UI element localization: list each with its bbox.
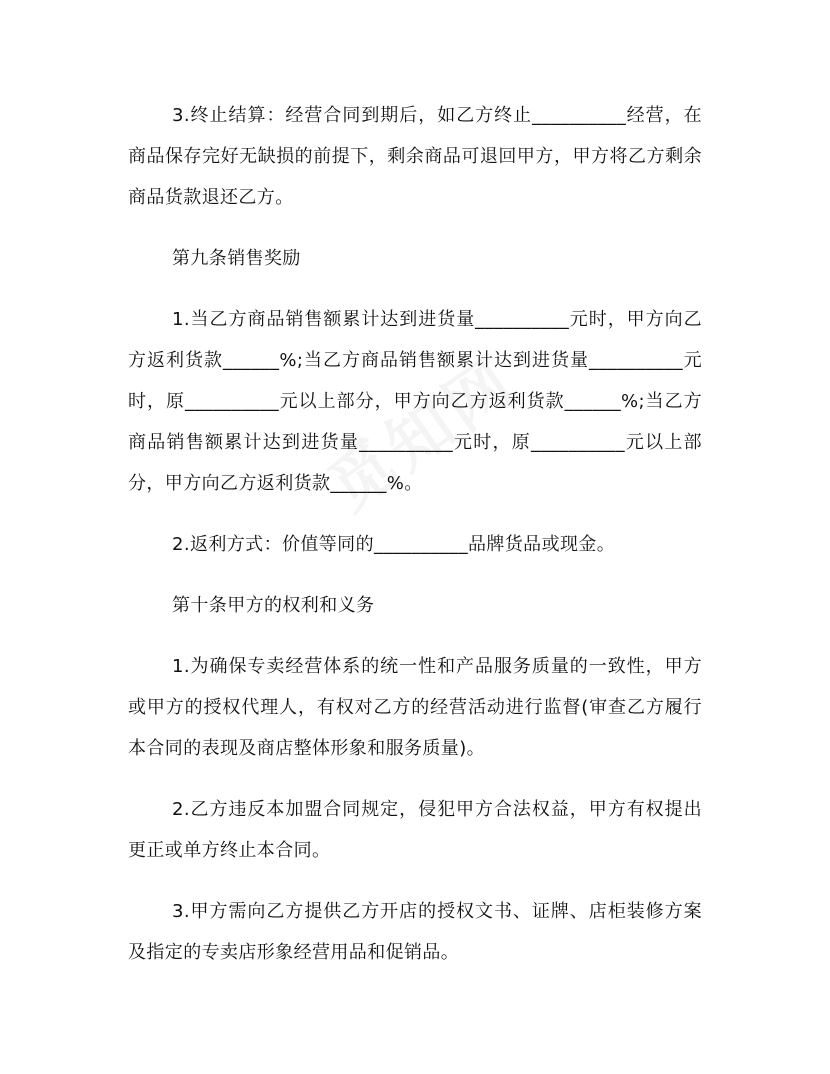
- supervision-right-paragraph: 1.为确保专卖经营体系的统一性和产品服务质量的一致性，甲方或甲方的授权代理人，有权对乙方的经营活动进行监督(审查乙方履行本合同的表现及商店整体形象和服务质量)。: [128, 656, 702, 759]
- rebate-method-paragraph: 2.返利方式：价值等同的__________品牌货品或现金。: [172, 534, 616, 555]
- termination-right-paragraph: 2.乙方违反本加盟合同规定，侵犯甲方合法权益，甲方有权提出更正或单方终止本合同。: [128, 799, 702, 861]
- sales-rebate-paragraph: 1.当乙方商品销售额累计达到进货量__________元时，甲方向乙方返利货款______%;当乙方商品销售额累计达到进货量__________元时，原__________元以上部分，甲方向乙方返利货款______%;当乙方商品销售额累计达到进货量__________元时，原__________元以上部分，甲方向乙方返利货款______%。: [128, 309, 702, 494]
- termination-settlement-paragraph: 3.终止结算：经营合同到期后，如乙方终止__________经营，在商品保存完好无缺损的前提下，剩余商品可退回甲方，甲方将乙方剩余商品货款退还乙方。: [128, 105, 702, 208]
- article-nine-heading: 第九条销售奖励: [172, 248, 301, 269]
- provision-obligation-paragraph: 3.甲方需向乙方提供乙方开店的授权文书、证牌、店柜装修方案及指定的专卖店形象经营用品和促销品。: [128, 901, 702, 963]
- article-ten-heading: 第十条甲方的权利和义务: [172, 595, 375, 616]
